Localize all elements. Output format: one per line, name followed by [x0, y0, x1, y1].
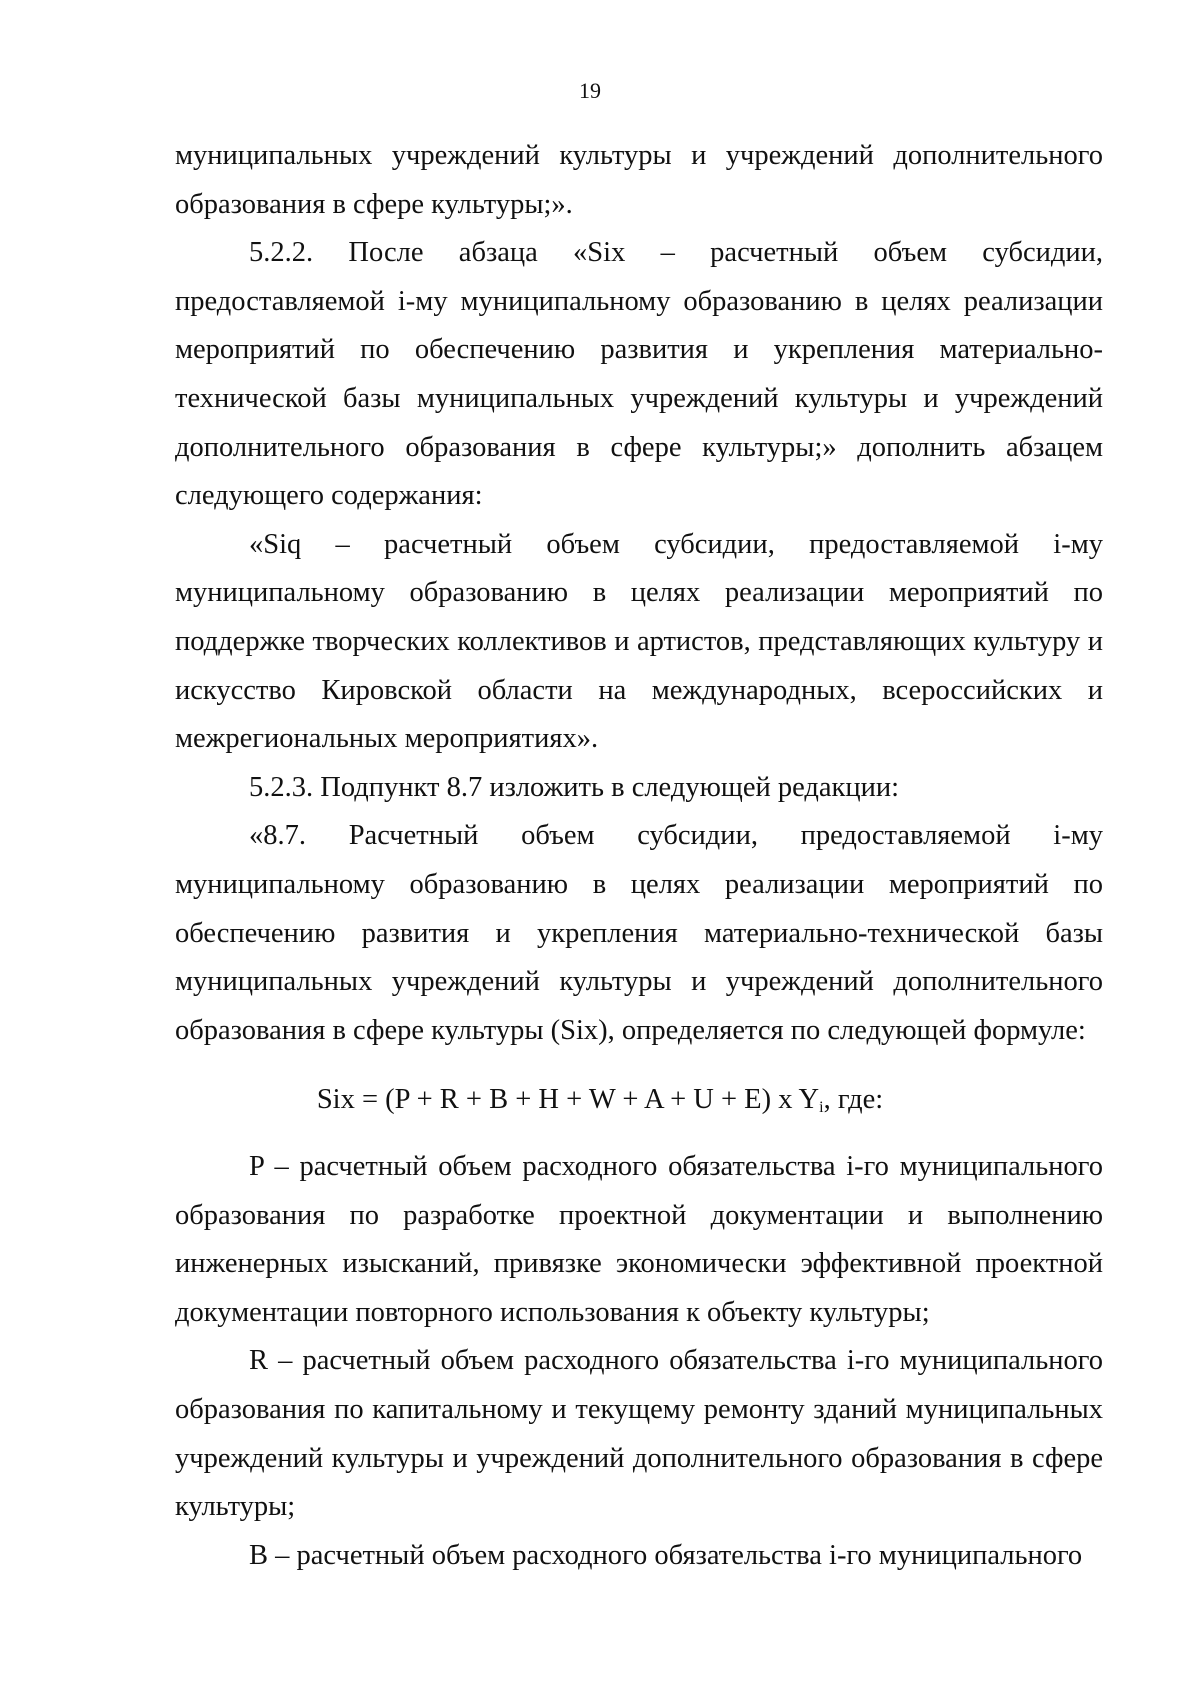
- definition-r: R – расчетный объем расходного обязательства i-го муниципального образования по капитальному и текущему ремонту зданий муниципальных учреждений культуры и учреждений дополнительного образования в сфере культуры;: [175, 1345, 1103, 1523]
- definition-b: B – расчетный объем расходного обязательства i-го муниципального: [249, 1539, 1083, 1571]
- paragraph-continuation: муниципальных учреждений культуры и учреждений дополнительного образования в сфере культуры;».: [175, 140, 1103, 220]
- body-text-bottom: [175, 1143, 1103, 1580]
- formula-main: Six = (P + R + B + H + W + A + U + E) x Y: [316, 1084, 820, 1115]
- paragraph-5-2-2: 5.2.2. После абзаца «Six – расчетный объем субсидии, предоставляемой i-му муниципальному образованию в целях реализации мероприятий по обеспечению развития и укрепления материально-технической базы муниципальных учреждений культуры и учреждений дополнительного образования в сфере культуры;» дополнить абзацем следующего содержания:: [175, 237, 1103, 512]
- paragraph-5-2-3: 5.2.3. Подпункт 8.7 изложить в следующей редакции:: [249, 771, 900, 803]
- paragraph-8-7: «8.7. Расчетный объем субсидии, предоставляемой i-му муниципальному образованию в целях реализации мероприятий по обеспечению развития и укрепления материально-технической базы муниципальных учреждений культуры и учреждений дополнительного образования в сфере культуры (Six), определяется по следующей формуле:: [175, 820, 1103, 1046]
- formula: [0, 1080, 1200, 1128]
- paragraph-siq-definition: «Siq – расчетный объем субсидии, предоставляемой i-му муниципальному образованию в целях реализации мероприятий по поддержке творческих коллективов и артистов, представляющих культуру и искусство Кировской области на международных, всероссийских и межрегиональных мероприятиях».: [175, 528, 1103, 755]
- definition-p: P – расчетный объем расходного обязательства i-го муниципального образования по разработке проектной документации и выполнению инженерных изысканий, привязке экономически эффективной проектной документации повторного использования к объекту культуры;: [175, 1151, 1103, 1328]
- formula-subscript: i: [819, 1099, 824, 1116]
- body-text-top: [175, 132, 1103, 1055]
- page-number: 19: [579, 78, 601, 103]
- formula-suffix: , где:: [823, 1084, 884, 1115]
